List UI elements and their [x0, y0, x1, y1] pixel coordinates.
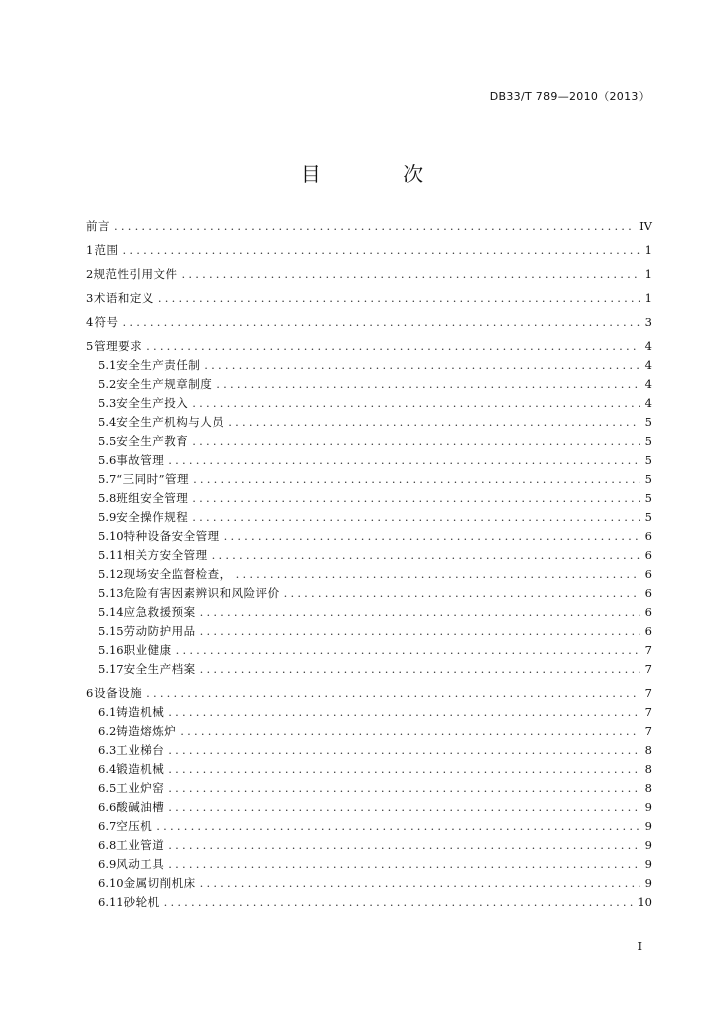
- toc-entry-page: 6: [644, 548, 652, 562]
- toc-entry-label: 范围: [94, 243, 119, 257]
- toc-entry[interactable]: [86, 741, 652, 760]
- toc-entry-label: 现场安全监督检查，: [123, 567, 232, 581]
- toc-entry-number: 6.8: [98, 838, 117, 852]
- toc-entry-number: 6.5: [98, 781, 117, 795]
- toc-entry-number: 5.13: [98, 586, 124, 600]
- toc-entry[interactable]: [86, 893, 652, 912]
- page-title: 目 次: [300, 162, 462, 186]
- toc-entry-number: 6.10: [98, 876, 124, 890]
- toc-entry-number: 6.3: [98, 743, 117, 757]
- toc-dot-leader: [123, 313, 641, 332]
- toc-dot-leader: [158, 289, 640, 308]
- toc-entry-page: 4: [644, 358, 652, 372]
- toc-entry-label: 安全生产档案: [123, 662, 196, 676]
- toc-entry-label: 管理要求: [94, 339, 143, 353]
- toc-dot-leader: [236, 565, 640, 584]
- toc-dot-leader: [123, 241, 641, 260]
- toc-entry[interactable]: [86, 375, 652, 394]
- toc-entry[interactable]: [86, 432, 652, 451]
- toc-entry-page: 9: [644, 819, 652, 833]
- toc-entry[interactable]: [86, 855, 652, 874]
- toc-entry[interactable]: [86, 489, 652, 508]
- toc-entry-label: 工业管道: [116, 838, 165, 852]
- toc-entry[interactable]: [86, 584, 652, 603]
- toc-dot-leader: [200, 603, 640, 622]
- toc-entry-number: 6.4: [98, 762, 117, 776]
- toc-entry[interactable]: [86, 265, 652, 284]
- toc-entry[interactable]: [86, 798, 652, 817]
- toc-entry-label: 砂轮机: [123, 895, 160, 909]
- toc-entry-label: 相关方安全管理: [123, 548, 208, 562]
- toc-entry-label: 铸造机械: [116, 705, 165, 719]
- toc-entry[interactable]: [86, 684, 652, 703]
- toc-dot-leader: [180, 722, 640, 741]
- toc-entry[interactable]: [86, 874, 652, 893]
- toc-dot-leader: [193, 470, 640, 489]
- toc-dot-leader: [224, 527, 640, 546]
- toc-dot-leader: [164, 893, 634, 912]
- toc-entry[interactable]: [86, 760, 652, 779]
- toc-entry-label: 铸造熔炼炉: [116, 724, 177, 738]
- toc-entry-number: 6.6: [98, 800, 117, 814]
- toc-dot-leader: [168, 741, 640, 760]
- toc-entry[interactable]: [86, 722, 652, 741]
- toc-entry-page: 8: [644, 781, 652, 795]
- page-number: I: [637, 940, 642, 953]
- toc-entry-number: 1: [86, 243, 94, 257]
- toc-entry-label: 安全生产教育: [116, 434, 189, 448]
- toc-entry-page: 1: [644, 267, 652, 281]
- toc-dot-leader: [228, 413, 640, 432]
- toc-dot-leader: [216, 375, 640, 394]
- toc-entry-number: 6.7: [98, 819, 117, 833]
- toc-entry-page: 5: [644, 472, 652, 486]
- toc-entry[interactable]: [86, 546, 652, 565]
- toc-entry-number: 5.4: [98, 415, 117, 429]
- toc-dot-leader: [200, 874, 640, 893]
- toc-entry-number: 6.2: [98, 724, 117, 738]
- toc-dot-leader: [114, 217, 635, 236]
- toc-entry-label: 风动工具: [116, 857, 165, 871]
- toc-entry-number: 5.16: [98, 643, 124, 657]
- toc-entry-number: 5.6: [98, 453, 117, 467]
- toc-entry-page: 7: [644, 705, 652, 719]
- toc-entry-page: 4: [644, 377, 652, 391]
- toc-entry-page: 9: [644, 838, 652, 852]
- toc-entry[interactable]: [86, 356, 652, 375]
- toc-entry-number: 5.17: [98, 662, 124, 676]
- toc-entry[interactable]: [86, 337, 652, 356]
- toc-entry-page: 5: [644, 453, 652, 467]
- toc-dot-leader: [168, 451, 640, 470]
- toc-entry-page: 10: [637, 895, 652, 909]
- toc-entry-page: 8: [644, 743, 652, 757]
- toc-dot-leader: [156, 817, 640, 836]
- toc-dot-leader: [192, 432, 640, 451]
- table-of-contents: [86, 217, 652, 912]
- toc-entry-page: 5: [644, 491, 652, 505]
- toc-entry[interactable]: [86, 313, 652, 332]
- toc-dot-leader: [204, 356, 640, 375]
- toc-entry-label: 锻造机械: [116, 762, 165, 776]
- toc-entry-page: 6: [644, 567, 652, 581]
- toc-entry[interactable]: [86, 817, 652, 836]
- toc-entry-number: 6.1: [98, 705, 117, 719]
- toc-entry-label: 安全生产责任制: [116, 358, 201, 372]
- toc-entry-number: 5.10: [98, 529, 124, 543]
- toc-dot-leader: [168, 836, 640, 855]
- toc-entry[interactable]: [86, 470, 652, 489]
- toc-entry-label: 设备设施: [94, 686, 143, 700]
- toc-entry-number: 5.9: [98, 510, 117, 524]
- toc-entry-label: 安全生产机构与人员: [116, 415, 225, 429]
- toc-entry-number: 5.8: [98, 491, 117, 505]
- toc-dot-leader: [212, 546, 640, 565]
- toc-entry-page: 3: [644, 315, 652, 329]
- toc-entry-label: 工业炉窑: [116, 781, 165, 795]
- document-code: DB33/T 789—2010（2013）: [489, 90, 650, 103]
- toc-dot-leader: [168, 798, 640, 817]
- toc-entry-page: 1: [644, 291, 652, 305]
- toc-dot-leader: [284, 584, 640, 603]
- toc-entry[interactable]: [86, 508, 652, 527]
- toc-entry-label: 职业健康: [123, 643, 172, 657]
- toc-entry-label: 规范性引用文件: [93, 267, 178, 281]
- toc-dot-leader: [146, 337, 640, 356]
- toc-entry-page: IV: [639, 219, 652, 233]
- toc-dot-leader: [168, 703, 640, 722]
- toc-entry[interactable]: [86, 289, 652, 308]
- toc-entry-page: 6: [644, 605, 652, 619]
- toc-entry-number: 5.1: [98, 358, 117, 372]
- toc-entry-page: 4: [644, 339, 652, 353]
- toc-entry-page: 5: [644, 510, 652, 524]
- toc-entry[interactable]: [86, 836, 652, 855]
- toc-entry-number: 2: [86, 267, 94, 281]
- toc-entry-label: 符号: [94, 315, 119, 329]
- toc-entry-page: 6: [644, 529, 652, 543]
- toc-entry[interactable]: [86, 703, 652, 722]
- toc-entry-label: 前言: [86, 219, 110, 233]
- toc-dot-leader: [146, 684, 640, 703]
- toc-dot-leader: [200, 660, 640, 679]
- toc-entry-number: 5.15: [98, 624, 124, 638]
- toc-entry[interactable]: [86, 527, 652, 546]
- toc-entry-number: 5.14: [98, 605, 124, 619]
- toc-dot-leader: [192, 489, 640, 508]
- toc-entry-label: 安全生产规章制度: [116, 377, 213, 391]
- toc-entry[interactable]: [86, 413, 652, 432]
- toc-dot-leader: [192, 394, 640, 413]
- toc-entry-label: 安全生产投入: [116, 396, 189, 410]
- toc-entry-label: “三同时”管理: [116, 472, 190, 486]
- toc-entry-page: 7: [644, 724, 652, 738]
- toc-entry[interactable]: [86, 241, 652, 260]
- toc-entry-label: 应急救援预案: [123, 605, 196, 619]
- toc-entry-number: 4: [86, 315, 94, 329]
- toc-entry-label: 安全操作规程: [116, 510, 189, 524]
- toc-entry-page: 7: [644, 643, 652, 657]
- toc-entry-number: 5.11: [98, 548, 124, 562]
- toc-entry-number: 5.5: [98, 434, 117, 448]
- toc-entry-page: 1: [644, 243, 652, 257]
- toc-entry-page: 5: [644, 415, 652, 429]
- toc-entry-label: 酸碱油槽: [116, 800, 165, 814]
- toc-entry-number: 5.3: [98, 396, 117, 410]
- toc-entry-page: 4: [644, 396, 652, 410]
- toc-dot-leader: [182, 265, 640, 284]
- toc-entry[interactable]: [86, 451, 652, 470]
- toc-entry-page: 6: [644, 586, 652, 600]
- toc-entry-page: 9: [644, 800, 652, 814]
- toc-entry-page: 7: [644, 662, 652, 676]
- toc-dot-leader: [168, 779, 640, 798]
- toc-entry-number: 5.2: [98, 377, 117, 391]
- toc-dot-leader: [176, 641, 640, 660]
- toc-entry-label: 劳动防护用品: [123, 624, 196, 638]
- toc-entry-page: 9: [644, 857, 652, 871]
- toc-entry-label: 危险有害因素辨识和风险评价: [123, 586, 280, 600]
- toc-entry-label: 工业梯台: [116, 743, 165, 757]
- toc-entry-number: 5.12: [98, 567, 124, 581]
- toc-entry-page: 6: [644, 624, 652, 638]
- toc-entry-label: 班组安全管理: [116, 491, 189, 505]
- toc-entry-page: 5: [644, 434, 652, 448]
- toc-entry-label: 特种设备安全管理: [123, 529, 220, 543]
- toc-entry-label: 事故管理: [116, 453, 165, 467]
- toc-entry-number: 5: [86, 339, 94, 353]
- toc-entry-label: 金属切削机床: [123, 876, 196, 890]
- toc-entry-page: 9: [644, 876, 652, 890]
- toc-entry-label: 术语和定义: [93, 291, 154, 305]
- toc-entry-number: 3: [86, 291, 94, 305]
- toc-entry-number: 6: [86, 686, 94, 700]
- toc-dot-leader: [192, 508, 640, 527]
- toc-entry-number: 6.9: [98, 857, 117, 871]
- toc-entry[interactable]: [86, 603, 652, 622]
- toc-entry-label: 空压机: [116, 819, 153, 833]
- toc-dot-leader: [168, 855, 640, 874]
- toc-entry-number: 5.7: [98, 472, 117, 486]
- toc-dot-leader: [200, 622, 640, 641]
- toc-entry[interactable]: [86, 660, 652, 679]
- toc-entry-number: 6.11: [98, 895, 124, 909]
- toc-entry[interactable]: [86, 641, 652, 660]
- toc-entry-page: 8: [644, 762, 652, 776]
- toc-entry[interactable]: [86, 565, 652, 584]
- toc-entry[interactable]: [86, 622, 652, 641]
- toc-entry[interactable]: [86, 217, 652, 236]
- toc-dot-leader: [168, 760, 640, 779]
- toc-entry-page: 7: [644, 686, 652, 700]
- toc-entry[interactable]: [86, 779, 652, 798]
- toc-entry[interactable]: [86, 394, 652, 413]
